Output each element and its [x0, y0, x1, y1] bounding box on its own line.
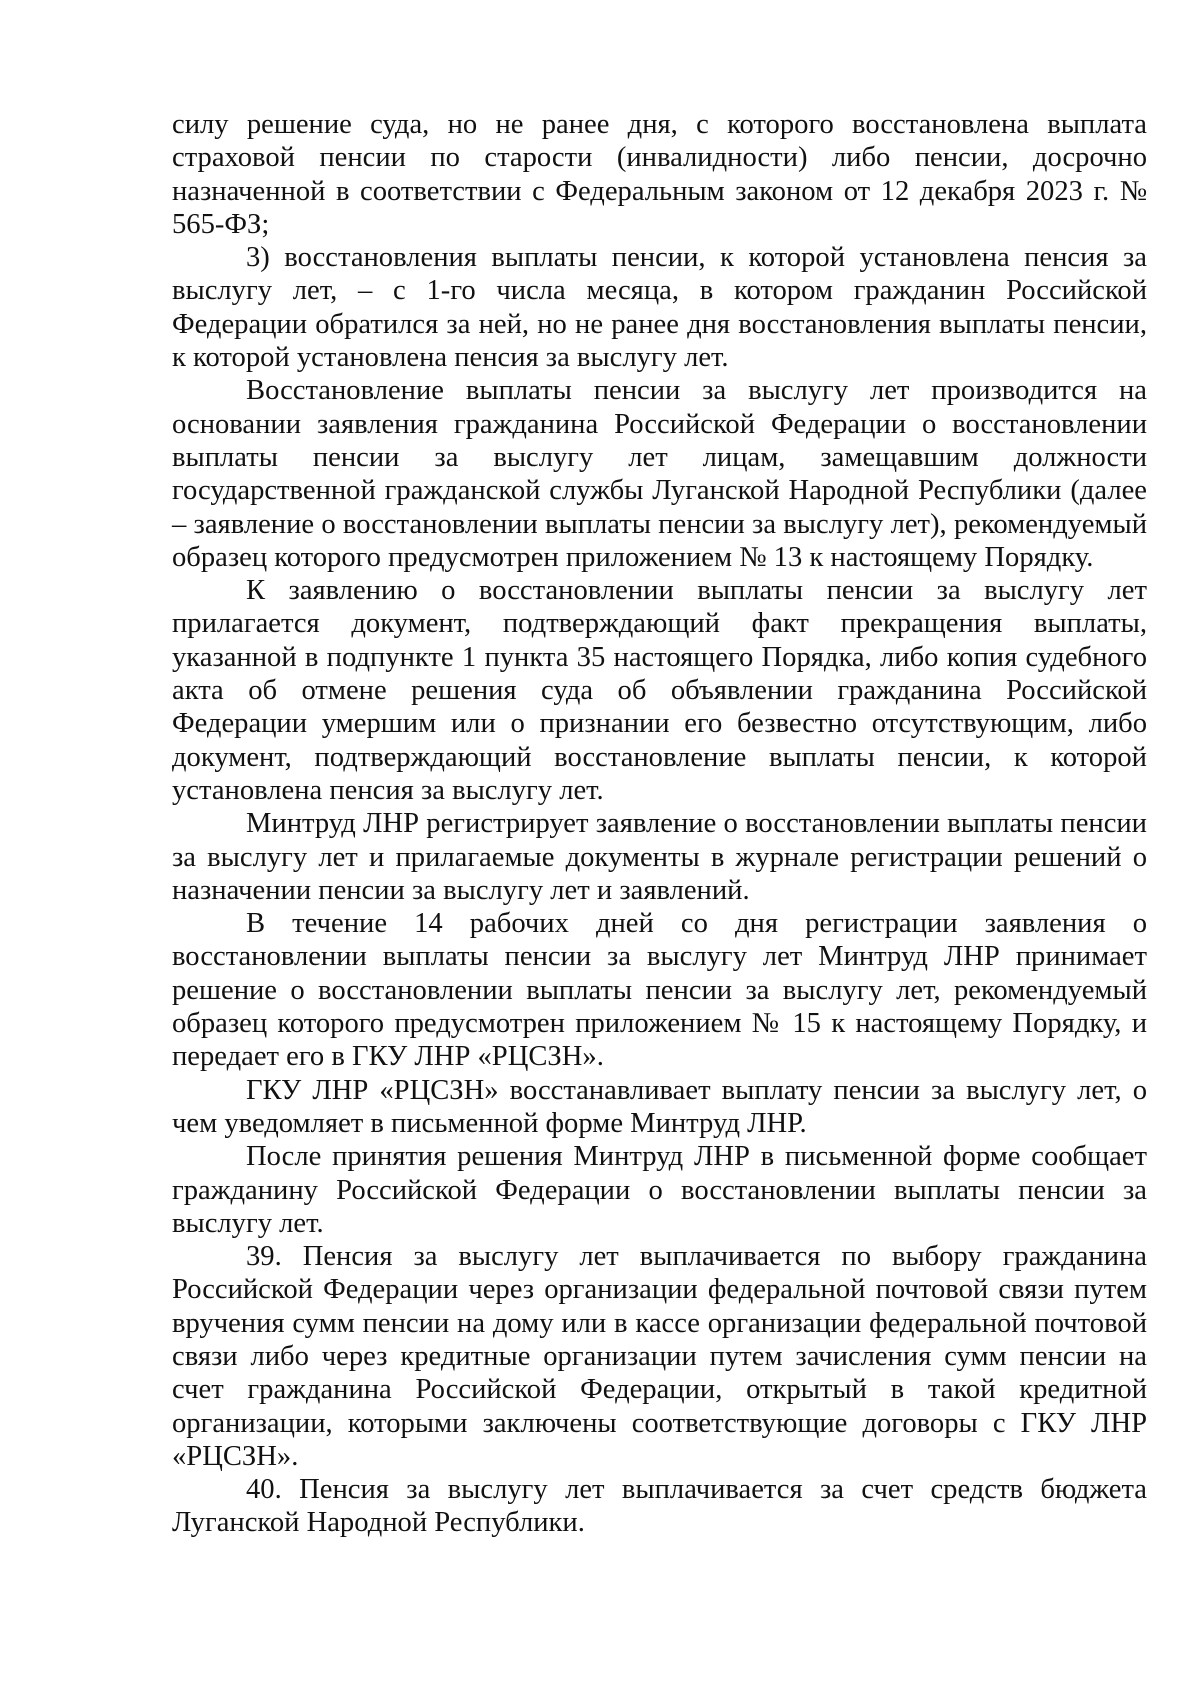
document-page [172, 108, 1147, 1540]
paragraph-continuation: силу решение суда, но не ранее дня, с которого восстановлена выплата страховой пенсии по старости (инвалидности) либо пенсии, досрочно назначенной в соответствии с Федеральным законом от 12 декабря 2023 г. № 565-ФЗ; [172, 109, 1147, 240]
paragraph-item-40: 40. Пенсия за выслугу лет выплачивается за счет средств бюджета Луганской Народной Республики. [172, 1474, 1147, 1539]
paragraph-attached-documents: К заявлению о восстановлении выплаты пенсии за выслугу лет прилагается документ, подтверждающий факт прекращения выплаты, указанной в подпункте 1 пункта 35 настоящего Порядка, либо копия судебного акта об отмене решения суда об объявлении гражданина Российской Федерации умершим или о признании его безвестно отсутствующим, либо документ, подтверждающий восстановление выплаты пенсии, к которой установлена пенсия за выслугу лет. [172, 575, 1147, 806]
paragraph-registration: Минтруд ЛНР регистрирует заявление о восстановлении выплаты пенсии за выслугу лет и прилагаемые документы в журнале регистрации решений о назначении пенсии за выслугу лет и заявлений. [172, 808, 1147, 906]
paragraph-item-39: 39. Пенсия за выслугу лет выплачивается по выбору гражданина Российской Федерации через организации федеральной почтовой связи путем вручения сумм пенсии на дому или в кассе организации федеральной почтовой связи либо через кредитные организации путем зачисления сумм пенсии на счет гражданина Российской Федерации, открытый в такой кредитной организации, которыми заключены соответствующие договоры с ГКУ ЛНР «РЦСЗН». [172, 1241, 1147, 1472]
paragraph-subpoint-3: 3) восстановления выплаты пенсии, к которой установлена пенсия за выслугу лет, – с 1-го числа месяца, в котором гражданин Российской Федерации обратился за ней, но не ранее дня восстановления выплаты пенсии, к которой установлена пенсия за выслугу лет. [172, 242, 1147, 374]
paragraph-citizen-notice: После принятия решения Минтруд ЛНР в письменной форме сообщает гражданину Российской Федерации о восстановлении выплаты пенсии за выслугу лет. [172, 1141, 1147, 1239]
paragraph-decision-deadline: В течение 14 рабочих дней со дня регистрации заявления о восстановлении выплаты пенсии за выслугу лет Минтруд ЛНР принимает решение о восстановлении выплаты пенсии за выслугу лет, рекомендуемый образец которого предусмотрен приложением № 15 к настоящему Порядку, и передает его в ГКУ ЛНР «РЦСЗН». [172, 908, 1147, 1073]
paragraph-payment-restored: ГКУ ЛНР «РЦСЗН» восстанавливает выплату пенсии за выслугу лет, о чем уведомляет в письменной форме Минтруд ЛНР. [172, 1074, 1147, 1139]
paragraph-restoration-basis: Восстановление выплаты пенсии за выслугу лет производится на основании заявления гражданина Российской Федерации о восстановлении выплаты пенсии за выслугу лет лицам, замещавшим должности государственной гражданской службы Луганской Народной Республики (далее – заявление о восстановлении выплаты пенсии за выслугу лет), рекомендуемый образец которого предусмотрен приложением № 13 к настоящему Порядку. [172, 375, 1147, 573]
